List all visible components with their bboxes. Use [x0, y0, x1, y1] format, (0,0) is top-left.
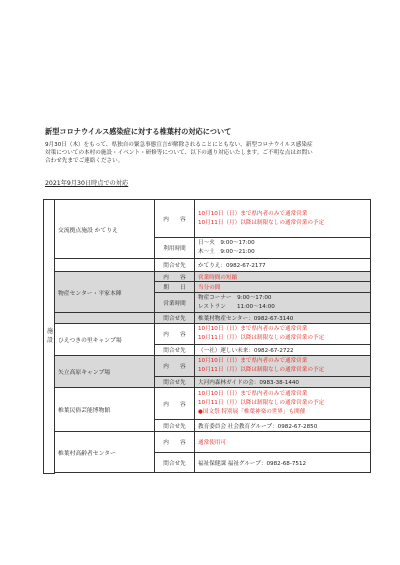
- naiyo-line: 10月10日（日）まで県内者のみで通常営業: [198, 210, 308, 217]
- intro-line: 合わせ先までご連絡ください。: [45, 158, 124, 164]
- riyo-value: [195, 238, 371, 259]
- naiyo-line: ●国文祭 特別展「椎葉神楽の世界」も開催: [198, 409, 306, 415]
- naiyo-line: 10月10日（日）まで県内者のみで通常営業: [198, 358, 308, 364]
- facility-name-blank: [55, 313, 155, 324]
- eigyo-line: レストラン 11:00～14:00: [198, 303, 275, 310]
- facility-name-blank: [55, 259, 155, 272]
- label-toiawase: 問合せ先: [155, 259, 195, 272]
- facility-name: ひえつきの里キャンプ場: [55, 324, 155, 356]
- label-naiyo: 内 容: [155, 200, 195, 238]
- contact-value: 椎葉村物産センター：0982-67-3140: [195, 313, 371, 324]
- label-toiawase: 問合せ先: [155, 345, 195, 356]
- naiyo-line: 10月10日（日）まで県内者のみで通常営業: [198, 391, 308, 397]
- facility-name: 物産センター・平家本陣: [55, 272, 155, 313]
- category-cell: [44, 200, 55, 474]
- naiyo-value: 通常使用可: [195, 432, 371, 453]
- as-of-date: 2021年9月30日時点での対応: [45, 180, 129, 187]
- label-naiyo: 内 容: [155, 272, 195, 282]
- contact-value: 大河内森林ガイドの会：0983-38-1440: [195, 377, 371, 388]
- category-label: 施設: [47, 328, 54, 345]
- contact-value: かてりえ：0982-67-2177: [195, 259, 371, 272]
- label-toiawase: 問合せ先: [155, 420, 195, 432]
- facility-name: 矢立高原キャンプ場: [55, 356, 155, 388]
- contact-value: 福祉保健課 福祉グループ：0982-68-7512: [195, 453, 371, 473]
- facility-name: 交流拠点施設 かてりえ: [55, 200, 155, 259]
- label-kikan: 期 日: [155, 282, 195, 293]
- eigyo-value: [195, 293, 371, 313]
- naiyo-line: 10月10日（日）まで県内者のみで通常営業: [198, 326, 308, 332]
- label-toiawase: 問合せ先: [155, 313, 195, 324]
- label-naiyo: 内 容: [155, 356, 195, 377]
- naiyo-value: [195, 324, 371, 345]
- facility-name: 椎葉民俗芸能博物館: [55, 388, 155, 432]
- riyo-line: 木～土 9:00～21:00: [198, 249, 255, 255]
- label-eigyo: 営業時間: [155, 293, 195, 313]
- eigyo-line: 物産コーナー 9:00～17:00: [198, 294, 272, 301]
- contact-value: （一社）運しい未来：0982-67-2722: [195, 345, 371, 356]
- label-toiawase: 問合せ先: [155, 377, 195, 388]
- label-riyo: 利用時間: [155, 238, 195, 259]
- naiyo-line: 10月11日（月）以降は制限なしの通常営業の予定: [198, 219, 325, 226]
- intro-paragraph: [45, 141, 365, 165]
- naiyo-value: [195, 356, 371, 377]
- naiyo-line: 10月11日（月）以降は制限なしの通常営業の予定: [198, 400, 325, 406]
- naiyo-value: [195, 388, 371, 420]
- intro-line: 9月30日（木）をもって、県独自の緊急事態宣言が解除されることにともない、新型コロナウイルス感染症: [45, 142, 313, 148]
- riyo-line: 日～火 9:00～17:00: [198, 240, 255, 246]
- label-naiyo: 内 容: [155, 324, 195, 345]
- contact-value: 教育委員会 社会教育グループ：0982-67-2850: [195, 420, 371, 432]
- intro-line: 対策についての本村の施設・イベント・研修等について、以下の通り対応いたします。ご不明な点はお問い: [45, 150, 313, 156]
- label-naiyo: 内 容: [155, 432, 195, 453]
- label-naiyo: 内 容: [155, 388, 195, 420]
- naiyo-value: [195, 200, 371, 238]
- facilities-table: [43, 199, 371, 474]
- kikan-value: 当分の間: [195, 282, 371, 293]
- naiyo-line: 10月11日（月）以降は制限なしの通常営業の予定: [198, 367, 325, 373]
- naiyo-value: 営業時間の短縮: [195, 272, 371, 282]
- naiyo-line: 10月11日（月）以降は制限なしの通常営業の予定: [198, 335, 325, 341]
- page-title: 新型コロナウイルス感染症に対する椎葉村の対応について: [45, 127, 232, 136]
- label-toiawase: 問合せ先: [155, 453, 195, 473]
- facility-name: 椎葉村高齢者センター: [55, 432, 155, 473]
